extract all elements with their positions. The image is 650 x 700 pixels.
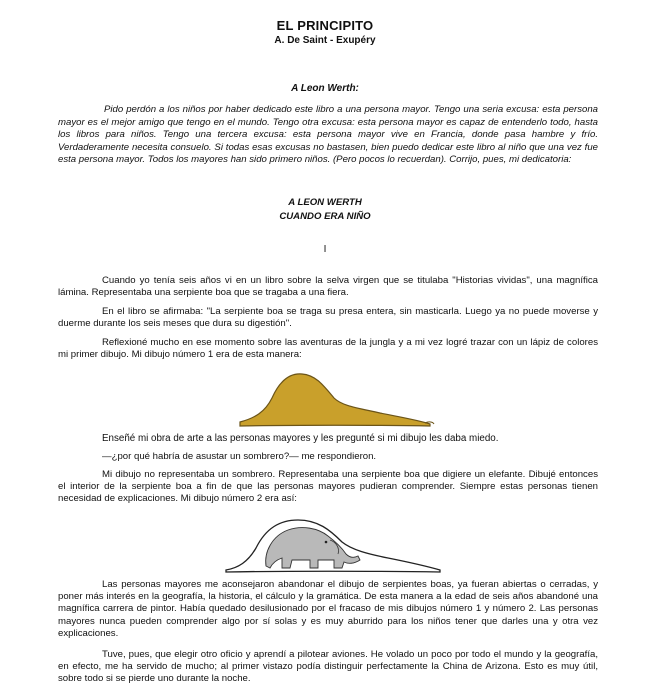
- paragraph-3: Reflexioné mucho en ese momento sobre las aventuras de la jungla y a mi vez logré trazar con un lápiz de colores mi primer dibujo. Mi dibujo número 1 era de esta manera:: [58, 337, 598, 361]
- dedication-heading: A Leon Werth:: [291, 83, 359, 94]
- paragraph-2: En el libro se afirmaba: "La serpiente boa se traga su presa entera, sin masticarla. Luego ya no puede moverse y duerme durante los seis meses que dura su digestión".: [58, 306, 598, 330]
- paragraph-1: Cuando yo tenía seis años vi en un libro sobre la selva virgen que se titulaba "Historias vividas", una magnífica lámina. Representaba una serpiente boa que se tragaba a una fiera.: [58, 275, 598, 299]
- boa-hat-drawing: [230, 368, 440, 430]
- dedication-text: [58, 104, 598, 167]
- paragraph-6: Mi dibujo no representaba un sombrero. Representaba una serpiente boa que digiere un elefante. Dibujé entonces el interior de la serpiente boa a fin de que las personas mayores pudieran comprender. Siempre estas personas tienen necesidad de explicaciones. Mi dibujo número 2 era así:: [58, 469, 598, 505]
- paragraph-4: Enseñé mi obra de arte a las personas mayores y les pregunté si mi dibujo les daba miedo.: [102, 433, 499, 444]
- book-author: A. De Saint - Exupéry: [274, 35, 376, 46]
- paragraph-8: Tuve, pues, que elegir otro oficio y aprendí a pilotear aviones. He volado un poco por todo el mundo y la geografía, en efecto, me ha servido de mucho; al primer vistazo podía distinguir perfectamente la China de Arizona. Esto es muy útil, sobre todo si se pierde uno durante la noche.: [58, 649, 598, 685]
- dedication-line-1: A LEON WERTH: [288, 197, 362, 208]
- paragraph-5: —¿por qué habría de asustar un sombrero?— me respondieron.: [102, 451, 377, 462]
- boa-elephant-drawing: [218, 514, 448, 576]
- dedication-paragraph: Pido perdón a los niños por haber dedicado este libro a una persona mayor. Tengo una seria excusa: esta persona mayor es el mejor amigo que tengo en el mundo. Tengo otra excusa: esta persona mayor es capaz de entenderlo todo, hasta los libros para niños. Tengo una tercera excusa: esta persona mayor vive en Francia, donde pasa hambre y frío. Verdaderamente necesita consuelo. Si todas esas excusas no bastasen, bien puedo dedicar este libro al niño que una vez fue esta persona mayor. Todos los mayores han sido primero niños. (Pero pocos lo recuerdan). Corrijo, pues, mi dedicatoria:: [58, 104, 598, 166]
- dedication-line-2: CUANDO ERA NIÑO: [279, 211, 371, 222]
- chapter-number: I: [323, 244, 327, 255]
- book-title: EL PRINCIPITO: [276, 18, 374, 33]
- paragraph-7: Las personas mayores me aconsejaron abandonar el dibujo de serpientes boas, ya fueran abiertas o cerradas, y poner más interés en la geografía, la historia, el cálculo y la gramática. De esta manera a la edad de seis años abandoné una magnífica carrera de pintor. Había quedado desilusionado por el fracaso de mis dibujos número 1 y número 2. Las personas mayores nunca pueden comprender algo por sí solas y es muy aburrido para los niños tener que darles una y otra vez explicaciones.: [58, 579, 598, 639]
- boa-body-shape: [240, 374, 430, 426]
